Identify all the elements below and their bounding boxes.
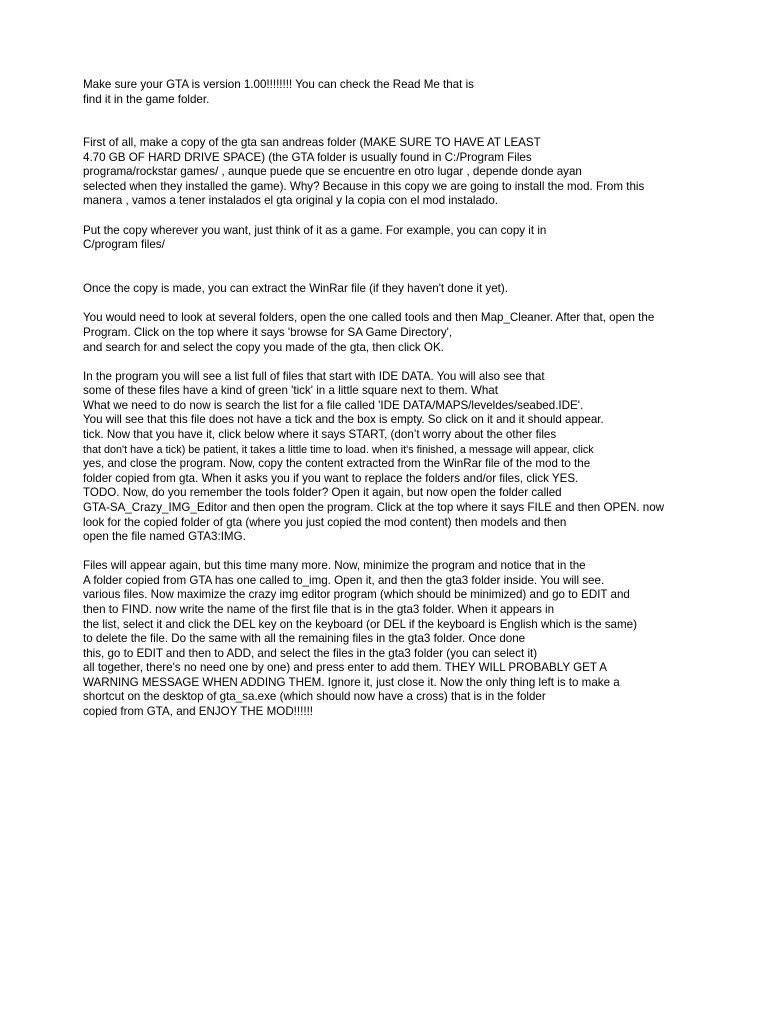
text-line: Once the copy is made, you can extract the WinRar file (if they haven't done it yet). [83,282,508,295]
text-line: tick. Now that you have it, click below where it says START, (don’t worry about the other files [83,428,557,441]
text-line: programa/rockstar games/ , aunque puede que se encuentre en otro lugar , depende donde ayan [83,165,582,178]
text-line: find it in the game folder. [83,93,210,106]
text-line: open the file named GTA3:IMG. [83,530,246,543]
text-line: You would need to look at several folders, open the one called tools and then Map_Cleaner. After that, open the [83,311,655,324]
text-line: TODO. Now, do you remember the tools folder? Open it again, but now open the folder called [83,486,562,499]
text-line: Make sure your GTA is version 1.00!!!!!!!! You can check the Read Me that is [83,78,474,91]
text-line: WARNING MESSAGE WHEN ADDING THEM. Ignore it, just close it. Now the only thing left is to make a [83,676,620,689]
text-line: all together, there's no need one by one) and press enter to add them. THEY WILL PROBABLY GET A [83,661,608,674]
text-line: Put the copy wherever you want, just think of it as a game. For example, you can copy it in [83,224,547,237]
text-line: A folder copied from GTA has one called to_img. Open it, and then the gta3 folder inside. You will see. [83,574,605,587]
text-line: C/program files/ [83,238,165,251]
text-line: that don't have a tick) be patient, it takes a little time to load. when it's finished, a message will appear, click [83,444,594,456]
text-line: the list, select it and click the DEL key on the keyboard (or DEL if the keyboard is English which is the same) [83,618,637,631]
text-line: various files. Now maximize the crazy img editor program (which should be minimized) and go to EDIT and [83,588,630,601]
text-line: You will see that this file does not have a tick and the box is empty. So click on it and it should appear. [83,413,604,426]
text-line: folder copied from gta. When it asks you if you want to replace the folders and/or files, click YES. [83,472,579,485]
text-line: and search for and select the copy you made of the gta, then click OK. [83,341,444,354]
text-line: to delete the file. Do the same with all the remaining files in the gta3 folder. Once done [83,632,526,645]
text-line: GTA-SA_Crazy_IMG_Editor and then open the program. Click at the top where it says FILE and then OPEN. now [83,501,665,514]
text-line: 4.70 GB OF HARD DRIVE SPACE) (the GTA folder is usually found in C:/Program Files [83,151,532,164]
text-line: manera , vamos a tener instalados el gta original y la copia con el mod instalado. [83,194,499,207]
text-line: selected when they installed the game). Why? Because in this copy we are going to install the mod. From this [83,180,645,193]
text-line: In the program you will see a list full of files that start with IDE DATA. You will also see that [83,370,545,383]
text-line: Program. Click on the top where it says 'browse for SA Game Directory', [83,326,453,339]
text-line: some of these files have a kind of green 'tick' in a little square next to them. What [83,384,498,397]
text-line: this, go to EDIT and then to ADD, and select the files in the gta3 folder (you can select it) [83,647,538,660]
text-line: Files will appear again, but this time many more. Now, minimize the program and notice that in the [83,559,586,572]
text-line: What we need to do now is search the list for a file called 'IDE DATA/MAPS/leveldes/seabed.IDE'. [83,399,584,412]
text-line: shortcut on the desktop of gta_sa.exe (which should now have a cross) that is in the folder [83,690,546,703]
text-line: yes, and close the program. Now, copy the content extracted from the WinRar file of the mod to the [83,457,591,470]
text-line: then to FIND. now write the name of the first file that is in the gta3 folder. When it appears in [83,603,555,616]
text-line: look for the copied folder of gta (where you just copied the mod content) then models and then [83,516,567,529]
text-line: First of all, make a copy of the gta san andreas folder (MAKE SURE TO HAVE AT LEAST [83,136,541,149]
text-line: copied from GTA, and ENJOY THE MOD!!!!!! [83,705,314,718]
